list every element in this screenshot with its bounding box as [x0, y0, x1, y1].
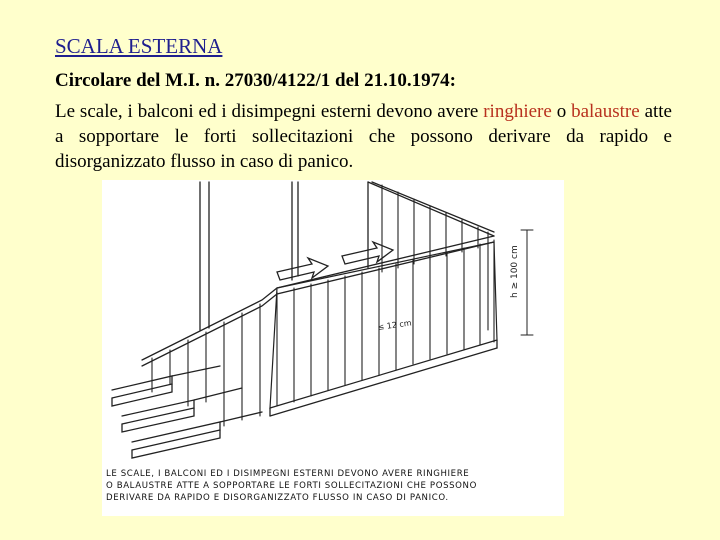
- staircase-illustration: [102, 180, 564, 516]
- wall-lines: [200, 182, 298, 330]
- page-title: SCALA ESTERNA: [55, 34, 223, 58]
- balusters: [152, 185, 494, 426]
- paragraph-text-after: atte a sopportare le forti sollecitazioni che possono derivare da rapido e disorganizzato flusso in caso di panico.: [55, 101, 672, 172]
- highlight-balaustre: balaustre: [571, 101, 640, 122]
- spacing-label: ≤ 12 cm: [377, 318, 413, 332]
- body-paragraph: [55, 99, 672, 174]
- figure-caption: [106, 468, 558, 504]
- caption-line-1: LE SCALE, I BALCONI ED I DISIMPEGNI ESTERNI DEVONO AVERE RINGHIERE: [106, 469, 470, 479]
- caption-line-3: DERIVARE DA RAPIDO E DISORGANIZZATO FLUSSO IN CASO DI PANICO.: [106, 493, 449, 503]
- highlight-ringhiere: ringhiere: [483, 101, 552, 122]
- caption-line-2: O BALAUSTRE ATTE A SOPPORTARE LE FORTI SOLLECITAZIONI CHE POSSONO: [106, 481, 477, 491]
- paragraph-text-middle: o: [551, 101, 572, 122]
- staircase-drawing: [102, 180, 564, 516]
- circular-reference: Circolare del M.I. n. 27030/4122/1 del 21.10.1974:: [55, 70, 456, 91]
- paragraph-text-before: Le scale, i balconi ed i disimpegni esterni devono avere: [55, 101, 484, 122]
- height-dimension: [521, 230, 533, 335]
- height-label: h ≥ 100 cm: [510, 245, 520, 298]
- stairs: [112, 366, 262, 458]
